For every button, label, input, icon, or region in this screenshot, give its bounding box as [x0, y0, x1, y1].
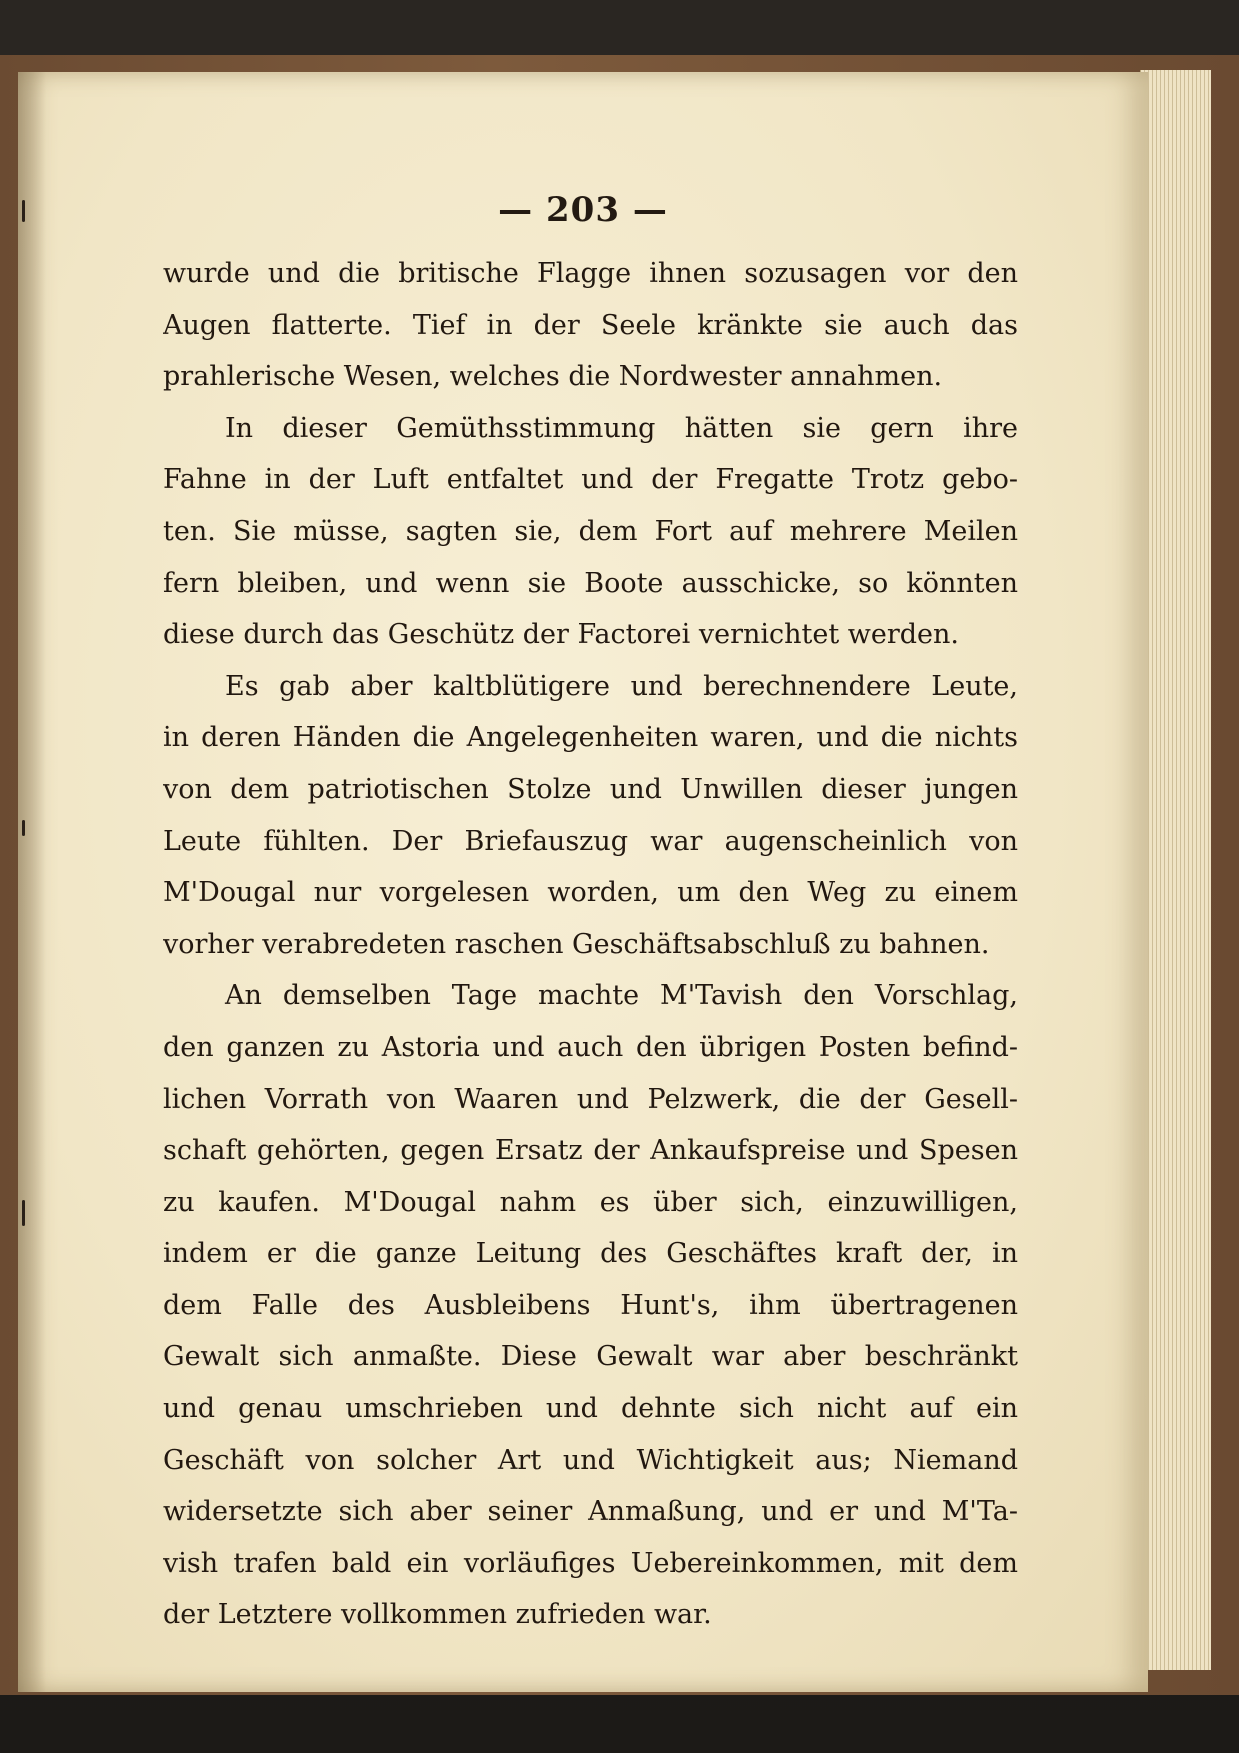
text-line: wurde und die britische Flagge ihnen sozusagen vor den — [163, 258, 1018, 289]
text-line: Augen flatterte. Tief in der Seele kränkte sie auch das — [163, 309, 1018, 341]
text-line: In dieser Gemüthsstimmung hätten sie gern ihre — [225, 412, 1018, 444]
book-page — [18, 72, 1148, 1692]
text-line: der Letztere vollkommen zufrieden war. — [163, 1599, 712, 1631]
text-line: den ganzen zu Astoria und auch den übrigen Posten befind- — [163, 1031, 1018, 1063]
text-line: indem er die ganze Leitung des Geschäftes kraft der, in — [163, 1238, 1018, 1270]
text-line: fern bleiben, und wenn sie Boote ausschicke, so könnten — [163, 567, 1018, 599]
margin-mark — [22, 200, 25, 222]
text-line: und genau umschrieben und dehnte sich nicht auf ein — [163, 1393, 1018, 1425]
text-line: widersetzte sich aber seiner Anmaßung, und er und M'Ta- — [163, 1496, 1018, 1528]
text-line: dem Falle des Ausbleibens Hunt's, ihm übertragenen — [163, 1289, 1018, 1321]
text-line: prahlerische Wesen, welches die Nordwester annahmen. — [163, 361, 943, 393]
text-line: zu kaufen. M'Dougal nahm es über sich, einzuwilligen, — [163, 1186, 1018, 1218]
margin-mark — [22, 1200, 25, 1226]
text-line: lichen Vorrath von Waaren und Pelzwerk, die der Gesell- — [163, 1083, 1018, 1115]
text-line: Fahne in der Luft entfaltet und der Fregatte Trotz gebo- — [163, 464, 1018, 496]
gutter-shadow — [18, 72, 46, 1692]
body-text — [163, 248, 1018, 1641]
text-line: M'Dougal nur vorgelesen worden, um den Weg zu einem — [163, 877, 1018, 909]
text-line: ten. Sie müsse, sagten sie, dem Fort auf mehrere Meilen — [163, 515, 1018, 547]
text-line: An demselben Tage machte M'Tavish den Vorschlag, — [225, 980, 1018, 1012]
page-edges — [1140, 70, 1211, 1670]
text-line: von dem patriotischen Stolze und Unwillen dieser jungen — [163, 773, 1018, 805]
text-line: schaft gehörten, gegen Ersatz der Ankaufspreise und Spesen — [163, 1135, 1018, 1167]
text-line: Geschäft von solcher Art und Wichtigkeit aus; Niemand — [163, 1444, 1018, 1476]
text-line: in deren Händen die Angelegenheiten waren, und die nichts — [163, 722, 1018, 754]
text-line: Gewalt sich anmaßte. Diese Gewalt war aber beschränkt — [163, 1341, 1018, 1373]
text-line: Es gab aber kaltblütigere und berechnendere Leute, — [225, 670, 1018, 702]
text-line: Leute fühlten. Der Briefauszug war augenscheinlich von — [163, 825, 1018, 857]
page-number: — 203 — — [498, 190, 668, 230]
text-line: diese durch das Geschütz der Factorei vernichtet werden. — [163, 619, 960, 651]
margin-mark — [22, 820, 25, 836]
text-line: vish trafen bald ein vorläufiges Uebereinkommen, mit dem — [163, 1547, 1018, 1579]
text-line: vorher verabredeten raschen Geschäftsabschluß zu bahnen. — [163, 928, 990, 960]
